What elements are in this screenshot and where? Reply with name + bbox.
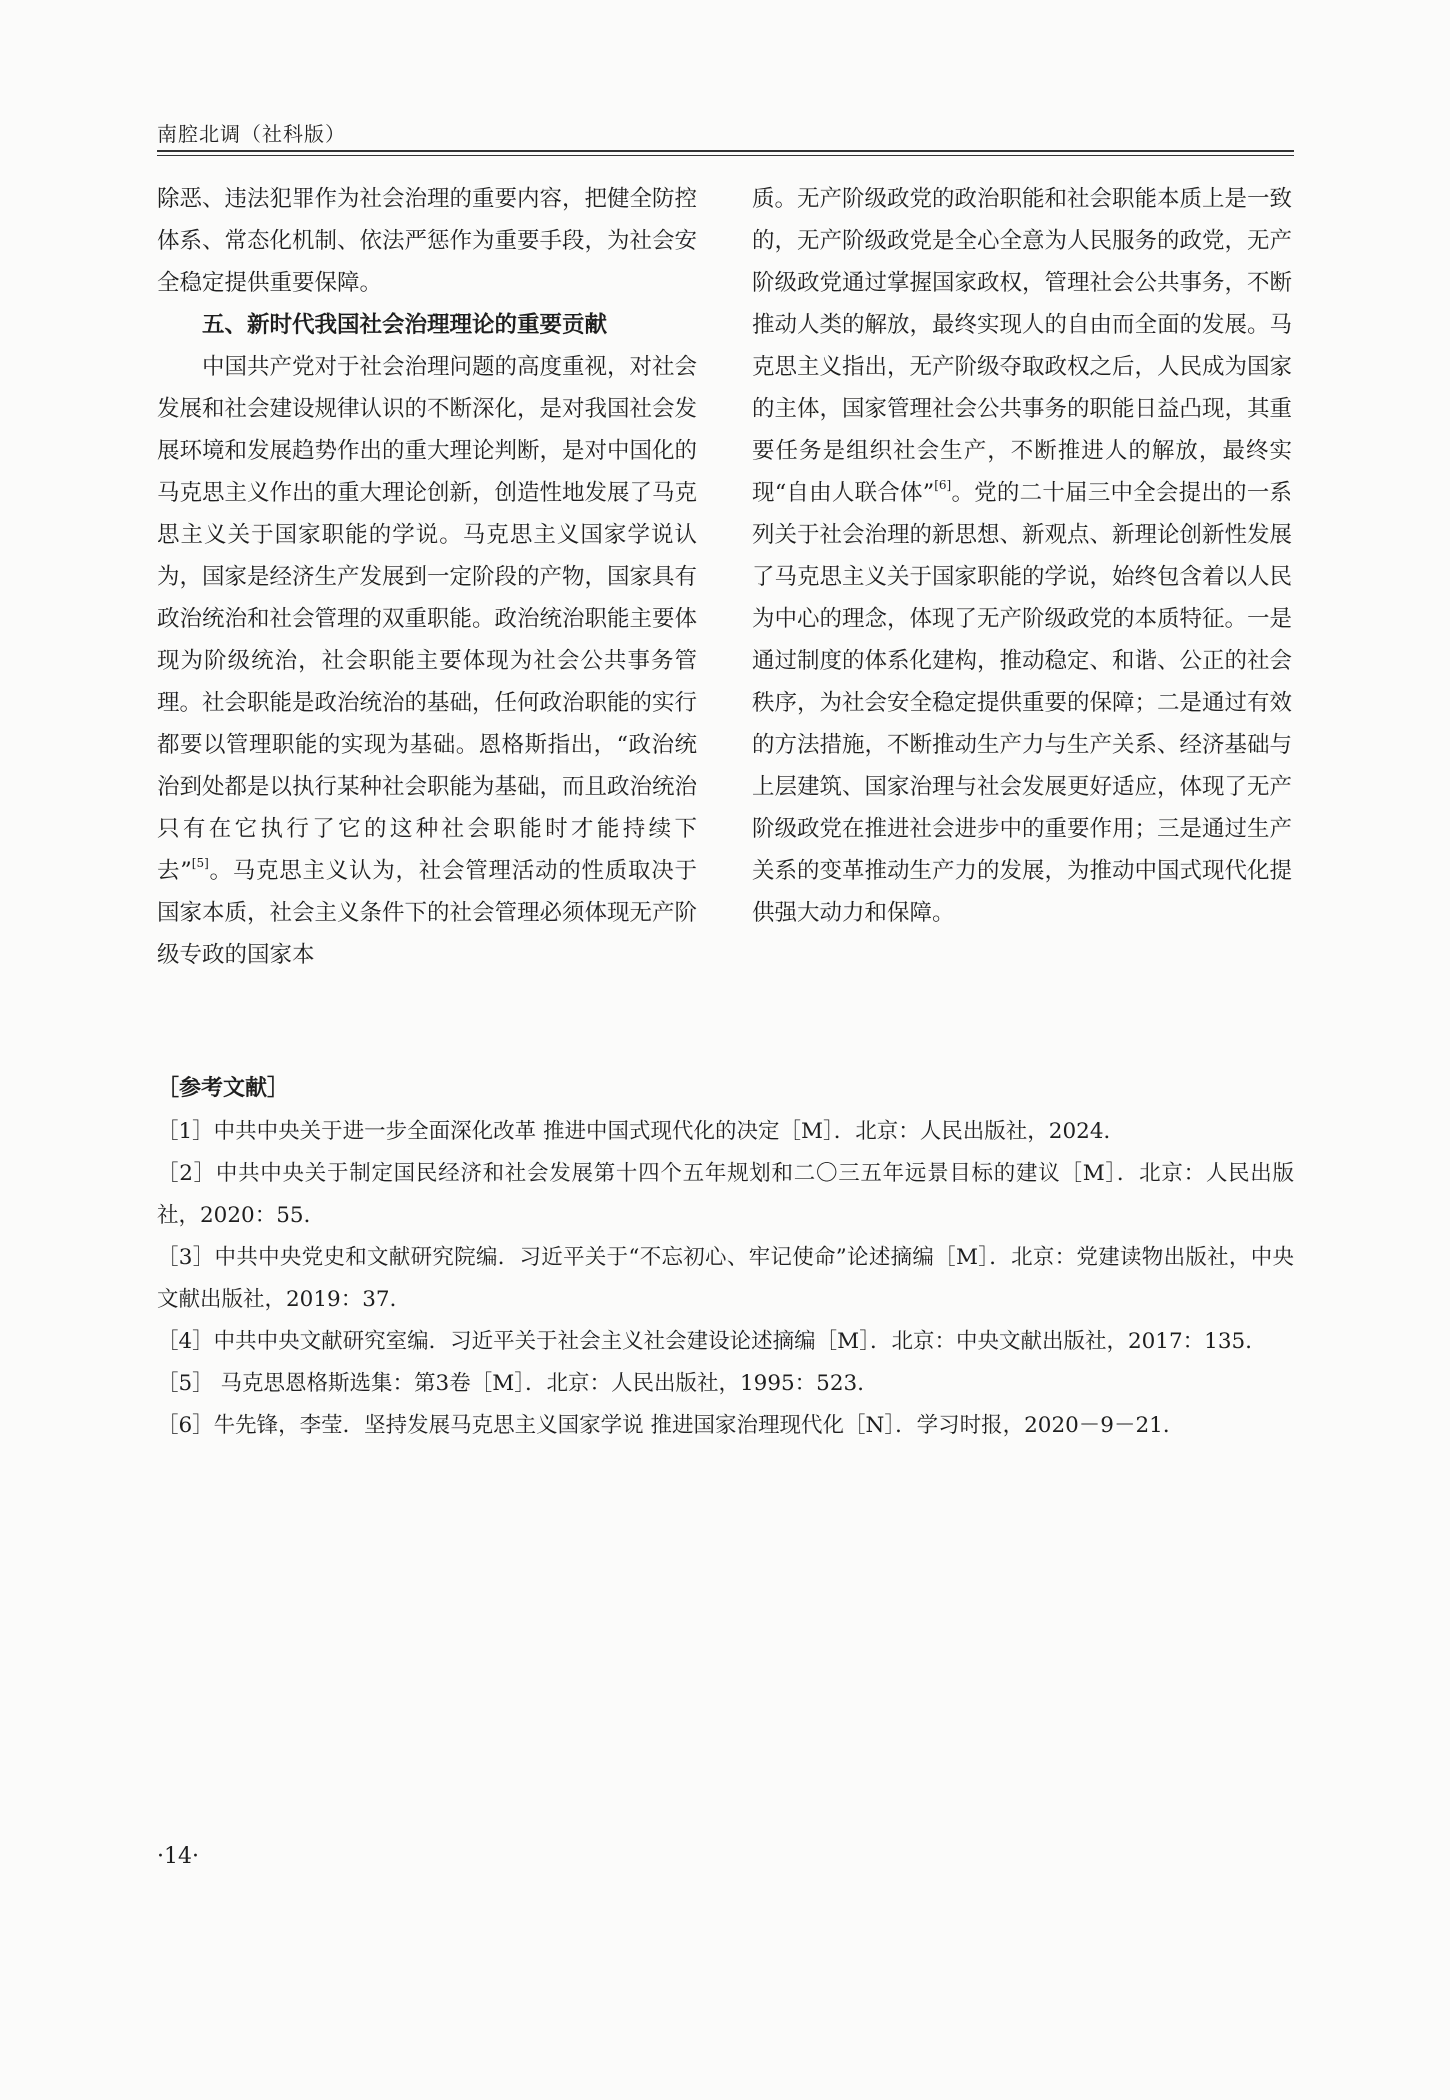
left-column [157,178,697,976]
paragraph [157,346,697,976]
running-header: 南腔北调（社科版） [157,122,346,146]
paragraph-text: 。马克思主义认为，社会管理活动的性质取决于国家本质，社会主义条件下的社会管理必须体现无产阶级专政的国家本 [157,858,698,968]
reference-item: ［2］中共中央关于制定国民经济和社会发展第十四个五年规划和二〇三五年远景目标的建议［M］．北京：人民出版社，2020：55． [157,1161,1294,1228]
section-heading: 五、新时代我国社会治理理论的重要贡献 [202,312,608,338]
paragraph-continued [752,178,1292,934]
paragraph-continued: 除恶、违法犯罪作为社会治理的重要内容，把健全防控体系、常态化机制、依法严惩作为重要手段，为社会安全稳定提供重要保障。 [157,186,698,296]
reference-item: ［5］ 马克思恩格斯选集：第3卷［M］．北京：人民出版社，1995：523． [157,1371,879,1396]
reference-item: ［6］牛先锋，李莹．坚持发展马克思主义国家学说 推进国家治理现代化［N］．学习时报，2020－9－21． [157,1413,1185,1438]
reference-item: ［3］中共中央党史和文献研究院编．习近平关于“不忘初心、牢记使命”论述摘编［M］．北京：党建读物出版社，中央文献出版社，2019：37． [157,1245,1294,1312]
page-number: ·14· [157,1844,199,1869]
reference-item: ［1］中共中央关于进一步全面深化改革 推进中国式现代化的决定［M］．北京：人民出版社，2024． [157,1119,1125,1144]
header-rule-thick [157,150,1294,152]
references-title: ［参考文献］ [157,1076,290,1101]
right-column [752,178,1292,934]
paragraph-text: 中国共产党对于社会治理问题的高度重视，对社会发展和社会建设规律认识的不断深化，是对我国社会发展环境和发展趋势作出的重大理论判断，是对中国化的马克思主义作出的重大理论创新，创造性地发展了马克思主义关于国家职能的学说。马克思主义国家学说认为，国家是经济生产发展到一定阶段的产物，国家具有政治统治和社会管理的双重职能。政治统治职能主要体现为阶级统治，社会职能主要体现为社会公共事务管理。社会职能是政治统治的基础，任何政治职能的实行都要以管理职能的实现为基础。恩格斯指出，“政治统治到处都是以执行某种社会职能为基础，而且政治统治只有在它执行了它的这种社会职能时才能持续下去” [157,354,698,884]
citation-marker: [6] [934,478,952,493]
references-section [157,1068,1294,1447]
reference-item: ［4］中共中央文献研究室编．习近平关于社会主义社会建设论述摘编［M］．北京：中央文献出版社，2017：135． [157,1329,1267,1354]
citation-marker: [5] [191,856,209,871]
paragraph-text: 质。无产阶级政党的政治职能和社会职能本质上是一致的，无产阶级政党是全心全意为人民服务的政党，无产阶级政党通过掌握国家政权，管理社会公共事务，不断推动人类的解放，最终实现人的自由而全面的发展。马克思主义指出，无产阶级夺取政权之后，人民成为国家的主体，国家管理社会公共事务的职能日益凸现，其重要任务是组织社会生产，不断推进人的解放，最终实现“自由人联合体” [752,186,1293,506]
paragraph-text: 。党的二十届三中全会提出的一系列关于社会治理的新思想、新观点、新理论创新性发展了马克思主义关于国家职能的学说，始终包含着以人民为中心的理念，体现了无产阶级政党的本质特征。一是通过制度的体系化建构，推动稳定、和谐、公正的社会秩序，为社会安全稳定提供重要的保障；二是通过有效的方法措施，不断推动生产力与生产关系、经济基础与上层建筑、国家治理与社会发展更好适应，体现了无产阶级政党在推进社会进步中的重要作用；三是通过生产关系的变革推动生产力的发展，为推动中国式现代化提供强大动力和保障。 [752,480,1293,926]
header-rule-thin [157,155,1294,156]
